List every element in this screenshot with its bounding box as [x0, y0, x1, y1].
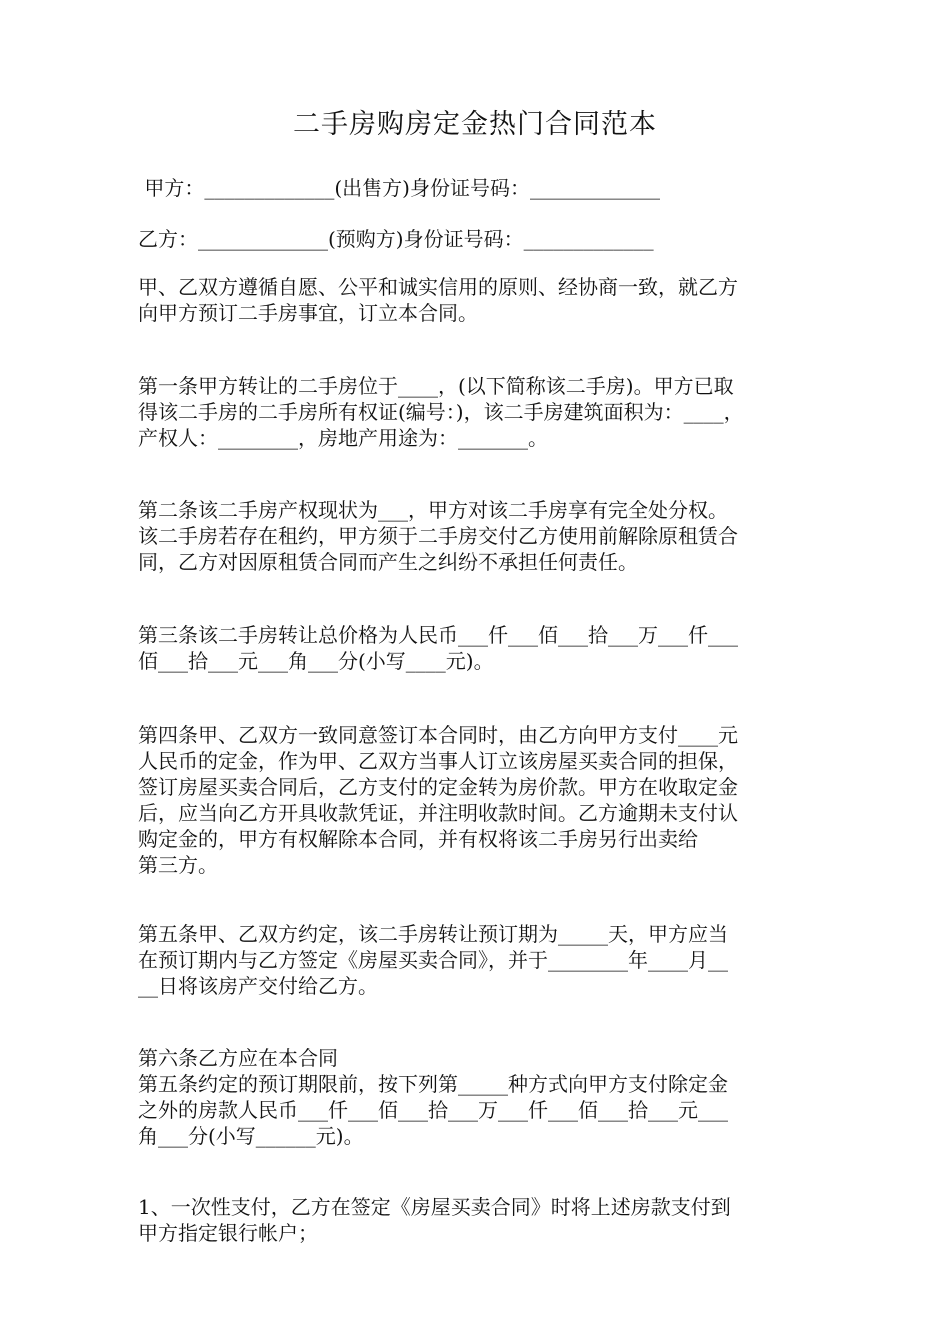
payment-item-1-paragraph: 1、一次性支付，乙方在签定《房屋买卖合同》时将上述房款支付到 甲方指定银行帐户； — [138, 1195, 731, 1245]
article-3-paragraph: 第三条该二手房转让总价格为人民币___仟___佰___拾___万___仟___ 佰___拾___元___角___分(小写____元)。 — [138, 623, 738, 673]
preamble-paragraph: 甲、乙双方遵循自愿、公平和诚实信用的原则、经协商一致，就乙方 向甲方预订二手房事宜，订立本合同。 — [138, 275, 738, 325]
party-b-line: 乙方：_____________(预购方)身份证号码：_____________ — [138, 227, 654, 251]
article-5-paragraph: 第五条甲、乙双方约定，该二手房转让预订期为_____天，甲方应当 在预订期内与乙方签定《房屋买卖合同》，并于________年____月__ __日将该房产交付给乙方。 — [138, 922, 728, 998]
article-1-paragraph: 第一条甲方转让的二手房位于____，(以下简称该二手房)。甲方已取 得该二手房的二手房所有权证(编号：)，该二手房建筑面积为：____， 产权人：________，房地产用途为：_______。 — [138, 374, 744, 450]
party-a-line: 甲方：_____________(出售方)身份证号码：_____________ — [138, 176, 660, 200]
article-2-paragraph: 第二条该二手房产权现状为___，甲方对该二手房享有完全处分权。 该二手房若存在租约，甲方须于二手房交付乙方使用前解除原租赁合 同，乙方对因原租赁合同而产生之纠纷不承担任何责任。 — [138, 498, 738, 574]
article-4-paragraph: 第四条甲、乙双方一致同意签订本合同时，由乙方向甲方支付____元 人民币的定金，作为甲、乙双方当事人订立该房屋买卖合同的担保， 签订房屋买卖合同后，乙方支付的定金转为房价款。甲方在收取定金 后，应当向乙方开具收款凭证，并注明收款时间。乙方逾期未支付认 购定金的，甲方有权解除本合同，并有权将该二手房另行出卖给 第三方。 — [138, 723, 738, 877]
article-6-paragraph: 第六条乙方应在本合同 第五条约定的预订期限前，按下列第_____种方式向甲方支付除定金 之外的房款人民币___仟___佰___拾___万___仟___佰___拾___元___ 角___分(小写______元)。 — [138, 1046, 728, 1148]
document-title: 二手房购房定金热门合同范本 — [293, 109, 657, 140]
